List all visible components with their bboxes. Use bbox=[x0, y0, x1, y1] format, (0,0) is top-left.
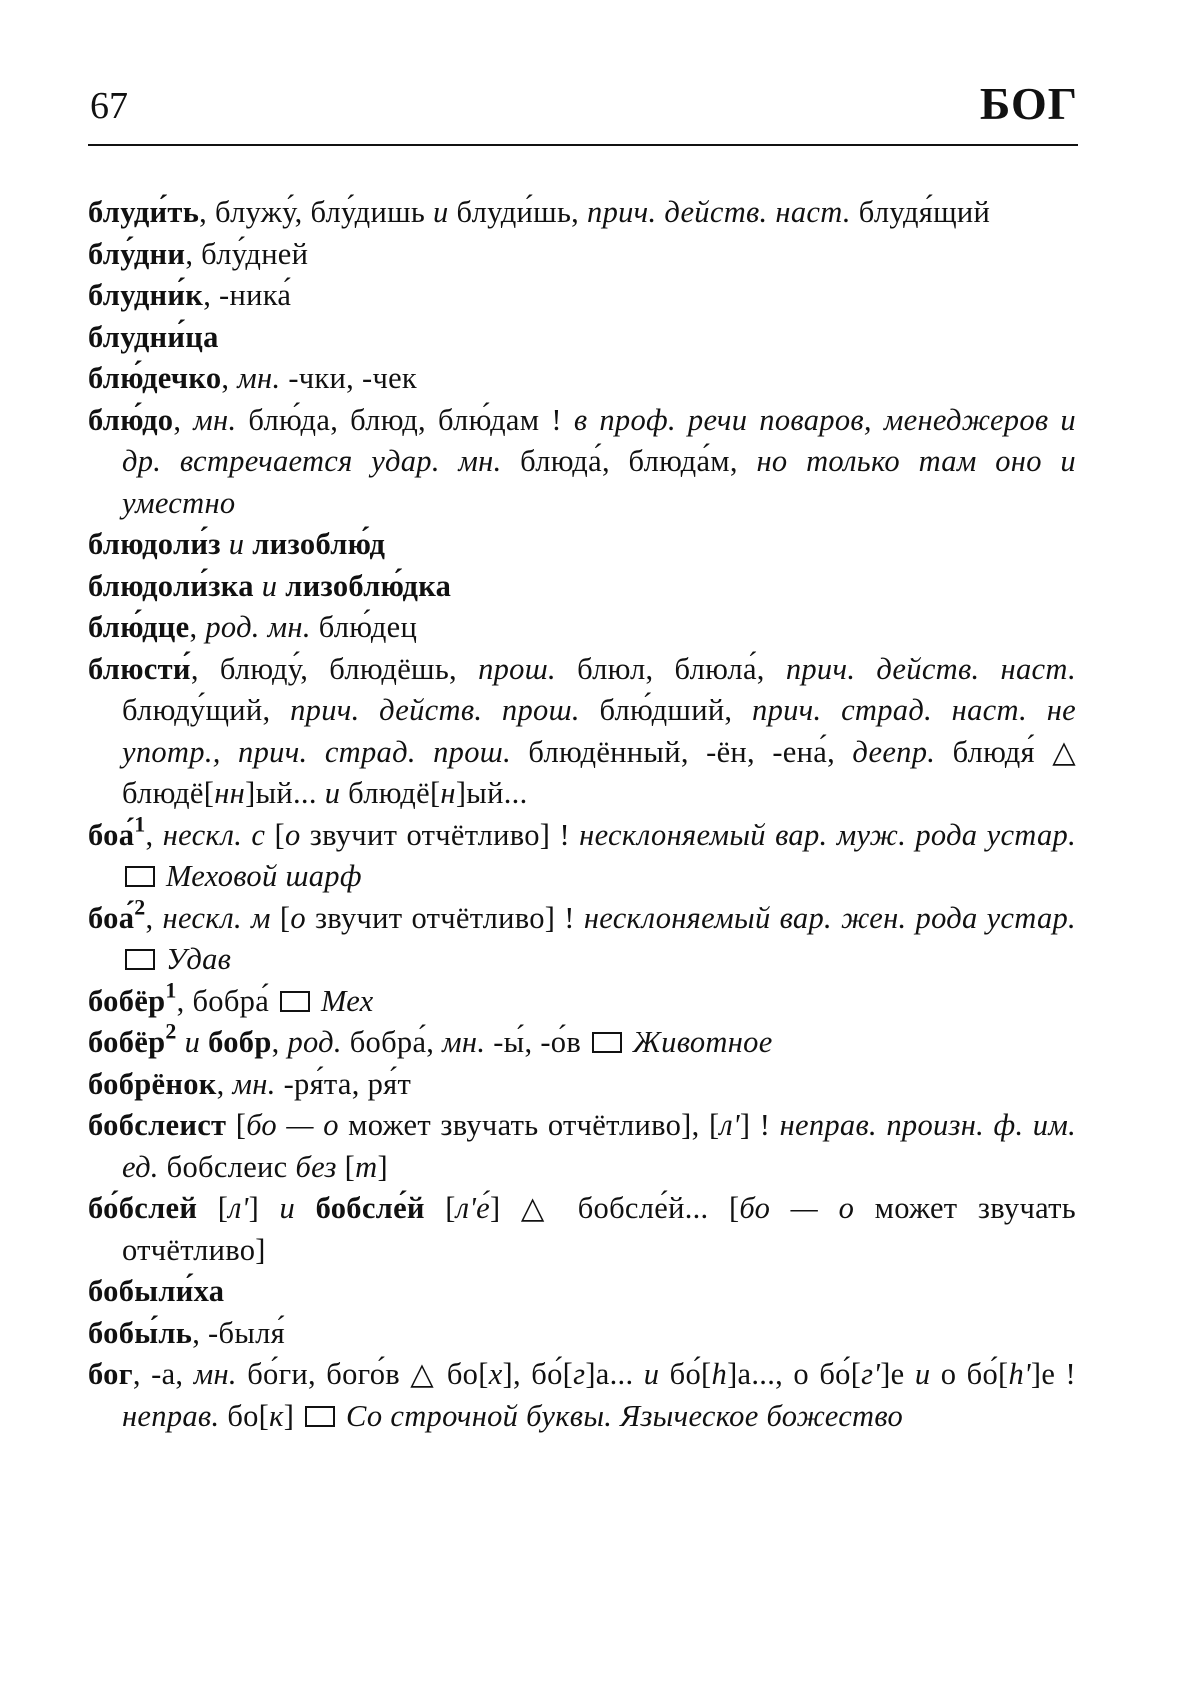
headword: бобслеист bbox=[88, 1108, 227, 1142]
dictionary-entry bbox=[88, 317, 1076, 359]
dictionary-entry bbox=[88, 566, 1076, 608]
entry-text: , bbox=[173, 402, 194, 437]
grammar-note: и bbox=[279, 1191, 296, 1225]
headword: бобрёнок bbox=[88, 1066, 217, 1101]
headword: блуди́ть bbox=[88, 195, 200, 229]
entry-text: ]ый... bbox=[245, 776, 325, 810]
headword: боа́ bbox=[88, 900, 135, 935]
grammar-note: и bbox=[228, 527, 245, 561]
entry-text: может звучать отчётливо] bbox=[122, 1191, 1076, 1267]
homonym-index: 1 bbox=[165, 976, 177, 1002]
grammar-note: х bbox=[488, 1357, 503, 1391]
grammar-note: и bbox=[433, 195, 449, 229]
entry-text: , bbox=[221, 361, 238, 395]
dictionary-entry bbox=[88, 976, 1076, 1023]
grammar-note: Меховой шарф bbox=[165, 859, 362, 893]
grammar-note: прич. действ. прош. bbox=[290, 693, 580, 727]
homonym-index: 2 bbox=[134, 893, 146, 919]
grammar-note: к bbox=[269, 1398, 284, 1433]
grammar-note: Животное bbox=[632, 1025, 773, 1059]
headword: блудни́к bbox=[88, 278, 204, 312]
headword: блю́дце bbox=[88, 610, 190, 644]
grammar-note: л'е́ bbox=[455, 1191, 490, 1225]
headword: лизоблю́дка bbox=[285, 568, 452, 603]
entry-text bbox=[295, 1191, 315, 1225]
running-head: БОГ bbox=[979, 78, 1078, 129]
entry-text bbox=[221, 527, 229, 561]
dictionary-entry bbox=[88, 893, 1076, 981]
grammar-note: и bbox=[324, 776, 341, 810]
dictionary-entry bbox=[88, 275, 1076, 317]
entry-text: блюдя́ △ блюдё[ bbox=[122, 734, 1076, 810]
headword: бобыли́ха bbox=[88, 1274, 225, 1308]
entry-text: звучит отчётливо] ! bbox=[305, 900, 584, 935]
entry-text: блю́дший, bbox=[579, 693, 753, 727]
entry-text: бо́[ bbox=[659, 1357, 712, 1391]
dictionary-entry bbox=[88, 400, 1076, 525]
dictionary-entry bbox=[88, 810, 1077, 898]
grammar-note: н bbox=[440, 776, 456, 810]
entry-text: , bbox=[145, 900, 163, 935]
headword: бо́бслей bbox=[88, 1191, 198, 1225]
grammar-note: но только там оно и уместно bbox=[122, 444, 1076, 520]
dictionary-entry bbox=[88, 192, 1076, 234]
entry-text: может звучать отчётливо], [ bbox=[338, 1108, 720, 1142]
entry-text: ]а... bbox=[585, 1357, 644, 1391]
entry-text: -ы́, -о́в bbox=[485, 1025, 589, 1059]
headword: блу́дни bbox=[88, 236, 186, 271]
entry-text bbox=[254, 569, 262, 603]
entry-text: бобслеис bbox=[158, 1149, 296, 1184]
grammar-note: мн. bbox=[232, 1066, 276, 1101]
homonym-index: 1 bbox=[134, 810, 146, 836]
headword: блюсти́ bbox=[88, 651, 191, 686]
headword: блюдоли́з bbox=[88, 527, 221, 561]
headword: бобр bbox=[208, 1025, 272, 1059]
homonym-index: 2 bbox=[165, 1018, 177, 1044]
dictionary-entry bbox=[88, 1313, 1076, 1355]
dictionary-entry bbox=[88, 1271, 1076, 1313]
dictionary-entry bbox=[88, 1105, 1076, 1188]
dictionary-entry bbox=[88, 358, 1076, 400]
entry-text: ]е ! bbox=[1030, 1357, 1076, 1391]
headword: бобсле́й bbox=[315, 1191, 425, 1225]
dictionary-entry bbox=[88, 649, 1076, 815]
entry-text: , bbox=[216, 1066, 233, 1101]
entry-text: ] bbox=[248, 1191, 280, 1225]
entry-text: -ря́та, ря́т bbox=[275, 1066, 412, 1101]
grammar-note: Мех bbox=[320, 983, 374, 1018]
entry-text: ]е bbox=[880, 1357, 915, 1391]
entry-text: [ bbox=[265, 817, 285, 852]
grammar-note: л' bbox=[228, 1191, 249, 1225]
grammar-note: прош. bbox=[478, 651, 556, 686]
entry-text: , -ника́ bbox=[203, 278, 292, 312]
entry-text: [ bbox=[424, 1191, 456, 1225]
headword: бобёр bbox=[88, 983, 166, 1018]
entry-text: блудя́щий bbox=[850, 195, 991, 229]
entry-text: , -быля́ bbox=[192, 1315, 285, 1350]
grammar-note: г' bbox=[861, 1357, 881, 1391]
headword: блюдоли́зка bbox=[88, 568, 254, 603]
entry-text: [ bbox=[226, 1108, 247, 1142]
grammar-note: о bbox=[284, 817, 301, 852]
grammar-note: без bbox=[295, 1149, 337, 1184]
entry-text: блюдённый, -ён, -ена́, bbox=[511, 734, 853, 769]
entry-text: , bbox=[271, 1025, 288, 1059]
entry-text: [ bbox=[336, 1149, 356, 1184]
dictionary-entry bbox=[88, 1018, 1076, 1064]
entry-text: ] bbox=[377, 1149, 388, 1184]
dictionary-entry bbox=[88, 1064, 1076, 1106]
grammar-note: о bbox=[290, 900, 306, 935]
entry-text bbox=[200, 1025, 208, 1059]
dictionary-entry bbox=[88, 234, 1076, 276]
entry-text: , бобра́ bbox=[176, 983, 277, 1018]
dictionary-entry bbox=[88, 607, 1076, 649]
headword: бобёр bbox=[88, 1025, 166, 1059]
entry-text: бо́ги, бого́в △ бо[ bbox=[236, 1357, 489, 1391]
entry-text: о бо́[ bbox=[930, 1357, 1009, 1391]
entry-text: бо[ bbox=[219, 1398, 270, 1433]
grammar-note: прич. действ. наст. bbox=[587, 195, 851, 229]
entry-text: , блу́дней bbox=[185, 236, 309, 271]
grammar-note: г bbox=[573, 1357, 586, 1391]
grammar-note: прич. страд. наст. не употр., прич. страд. прош. bbox=[122, 693, 1076, 769]
grammar-note: мн. bbox=[193, 402, 237, 437]
entry-text bbox=[277, 569, 285, 603]
entry-text: бобра́, bbox=[341, 1025, 443, 1059]
entry-text: -чки, -чек bbox=[280, 361, 418, 395]
entry-text: , bbox=[189, 610, 206, 644]
entry-text: блюда́, блюда́м, bbox=[501, 444, 757, 478]
entry-text: блюдё[ bbox=[340, 776, 441, 810]
grammar-note: л' bbox=[719, 1108, 740, 1142]
grammar-note: h' bbox=[1008, 1357, 1031, 1391]
grammar-note: несклоняемый вар. муж. рода устар. bbox=[579, 817, 1077, 852]
grammar-note: и bbox=[261, 568, 278, 603]
entry-text: блюду́щий, bbox=[122, 693, 291, 727]
entry-text: ] ! bbox=[739, 1108, 780, 1142]
grammar-note: и bbox=[643, 1357, 660, 1391]
grammar-note: неправ. произн. ф. им. ед. bbox=[122, 1108, 1077, 1184]
entry-text bbox=[177, 1025, 185, 1059]
entry-text: звучит отчётливо] ! bbox=[300, 817, 580, 852]
grammar-note: т bbox=[355, 1149, 378, 1184]
grammar-note: нн bbox=[214, 776, 246, 810]
headword: блю́дечко bbox=[88, 361, 222, 395]
entry-text: , блужу́, блу́дишь bbox=[199, 195, 434, 229]
grammar-note: бо — о bbox=[739, 1191, 855, 1225]
grammar-note: деепр. bbox=[852, 734, 936, 769]
entry-text: ] △ бобсле́й... [ bbox=[490, 1191, 740, 1225]
grammar-note: и bbox=[914, 1357, 931, 1391]
square-marker-icon bbox=[592, 1032, 622, 1053]
headword: блудни́ца bbox=[88, 319, 219, 354]
headword: бог bbox=[88, 1357, 133, 1391]
entry-text: блуди́шь, bbox=[448, 195, 588, 229]
grammar-note: бо — о bbox=[246, 1108, 339, 1142]
grammar-note: мн. bbox=[442, 1025, 486, 1059]
headword: блю́до bbox=[88, 402, 174, 437]
grammar-note: неправ. bbox=[122, 1398, 220, 1433]
grammar-note: мн. bbox=[193, 1357, 237, 1391]
dictionary-entries bbox=[88, 192, 1076, 1437]
grammar-note: нескл. с bbox=[162, 817, 266, 852]
grammar-note: род. bbox=[287, 1025, 342, 1059]
headword: бобы́ль bbox=[88, 1315, 193, 1350]
grammar-note: род. мн. bbox=[205, 610, 311, 644]
grammar-note: Со строчной буквы. Языческое божество bbox=[346, 1398, 904, 1433]
dictionary-entry bbox=[88, 524, 1076, 566]
entry-text: ], бо́[ bbox=[502, 1357, 574, 1391]
entry-text: ] bbox=[283, 1398, 303, 1433]
grammar-note: прич. действ. наст. bbox=[785, 651, 1076, 686]
entry-text: [ bbox=[270, 900, 291, 935]
grammar-note: Удав bbox=[165, 942, 232, 976]
entry-text: [ bbox=[197, 1191, 229, 1225]
grammar-note: несклоняемый вар. жен. рода устар. bbox=[583, 900, 1076, 935]
headword: лизоблю́д bbox=[252, 527, 386, 561]
entry-text: , -а, bbox=[132, 1357, 194, 1391]
entry-text: ]а..., о бо́[ bbox=[727, 1357, 862, 1391]
entry-text: , bbox=[145, 817, 163, 852]
grammar-note: мн. bbox=[237, 361, 281, 395]
entry-text: , блюду́, блюдёшь, bbox=[190, 651, 479, 686]
dictionary-entry bbox=[88, 1354, 1076, 1437]
square-marker-icon bbox=[280, 991, 310, 1012]
square-marker-icon bbox=[305, 1406, 335, 1427]
grammar-note: и bbox=[184, 1025, 201, 1059]
page-header bbox=[88, 78, 1078, 146]
grammar-note: нескл. м bbox=[162, 900, 271, 935]
entry-text: блю́да, блюд, блю́дам ! bbox=[236, 402, 574, 437]
entry-text: блю́дец bbox=[310, 610, 418, 644]
grammar-note: h bbox=[711, 1357, 728, 1391]
headword: боа́ bbox=[88, 817, 135, 852]
square-marker-icon bbox=[125, 949, 155, 970]
page-number: 67 bbox=[90, 85, 128, 127]
grammar-note: в проф. речи поваров, менеджеров и др. встречается удар. мн. bbox=[122, 402, 1076, 478]
entry-text: блюл, блюла́, bbox=[555, 651, 786, 686]
entry-text: ]ый... bbox=[455, 776, 528, 810]
dictionary-entry bbox=[88, 1188, 1076, 1271]
square-marker-icon bbox=[125, 866, 155, 887]
